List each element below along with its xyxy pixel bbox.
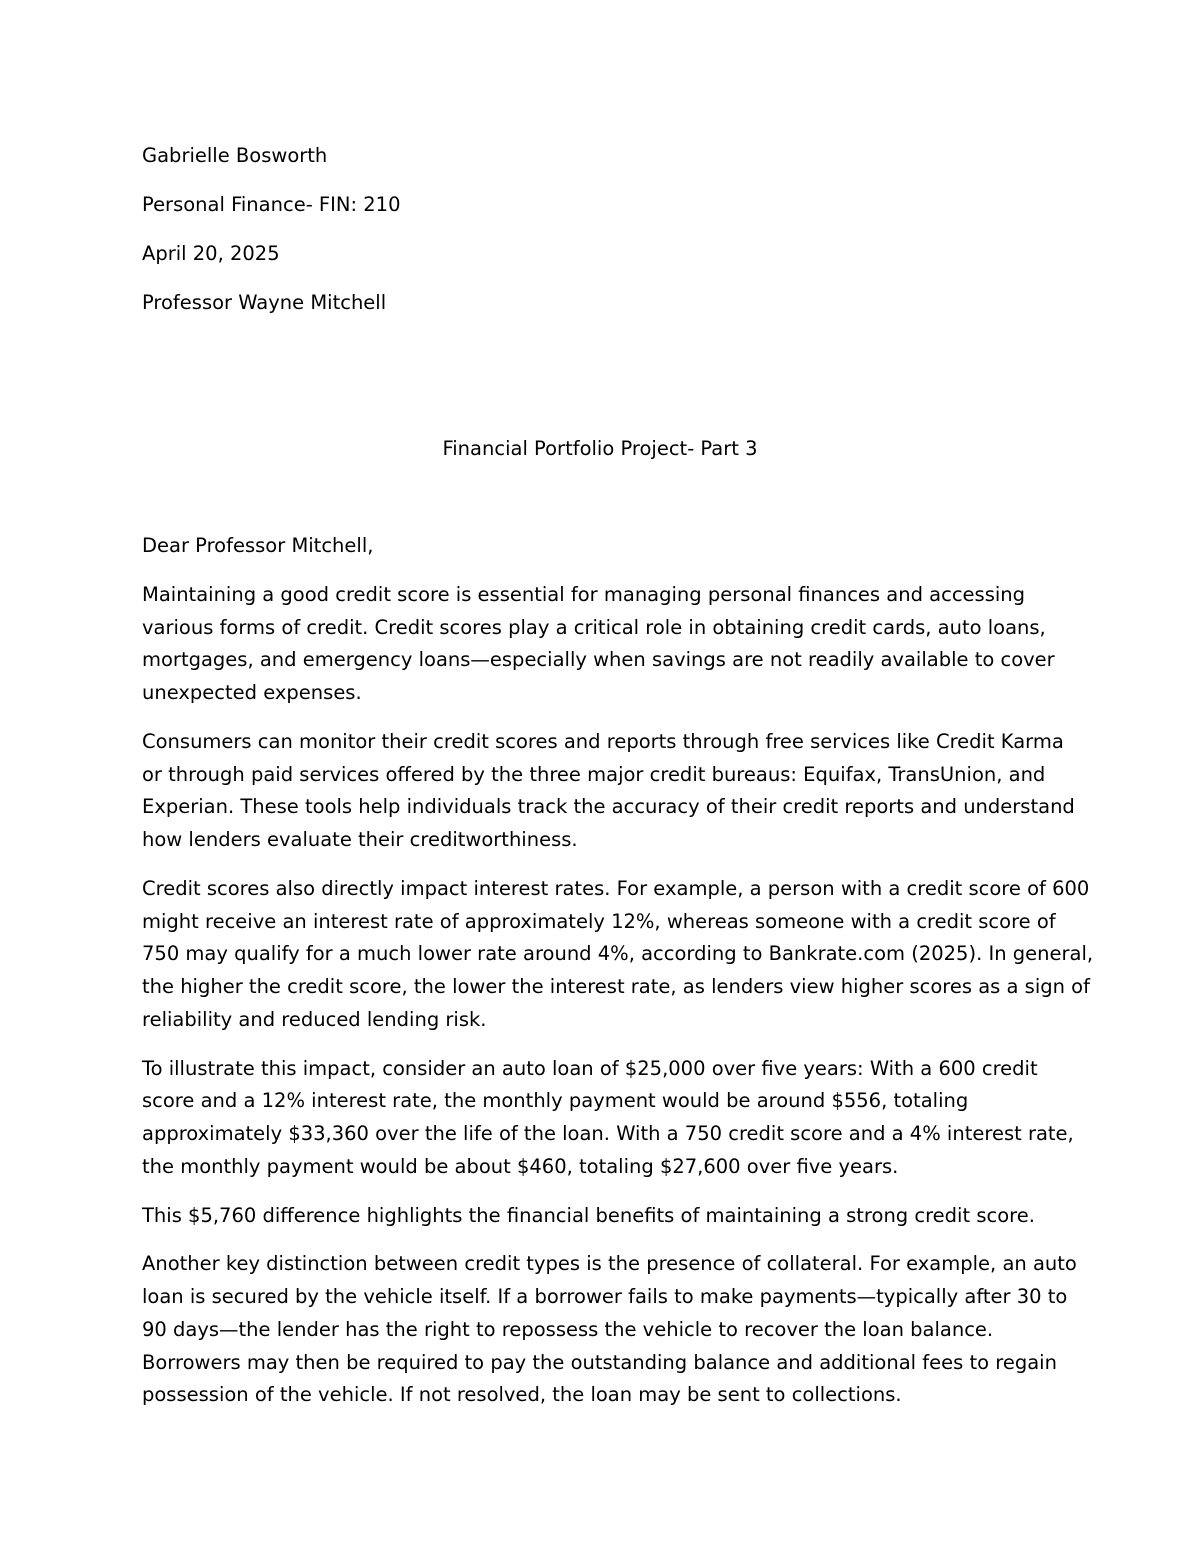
paragraph	[142, 1053, 1074, 1184]
author-name: Gabrielle Bosworth	[142, 144, 328, 167]
paragraph-line: might receive an interest rate of approximately 12%, whereas someone with a credit score of	[142, 909, 1056, 933]
paragraph-line: 750 may qualify for a much lower rate around 4%, according to Bankrate.com (2025). In general,	[142, 942, 1094, 966]
paragraph-line: This $5,760 difference highlights the financial benefits of maintaining a strong credit score.	[142, 1203, 1035, 1227]
paragraph-line: how lenders evaluate their creditworthiness.	[142, 828, 578, 851]
document-title: Financial Portfolio Project- Part 3	[442, 437, 758, 460]
course-name: Personal Finance- FIN: 210	[142, 192, 401, 216]
paragraph-line: To illustrate this impact, consider an auto loan of $25,000 over five years: With a 600 credit	[142, 1056, 1038, 1080]
paragraph-line: Experian. These tools help individuals track the accuracy of their credit reports and understand	[142, 795, 1075, 819]
paragraph-line: or through paid services offered by the three major credit bureaus: Equifax, TransUnion, and	[142, 762, 1046, 786]
document-date: April 20, 2025	[142, 241, 280, 265]
paragraph-line: various forms of credit. Credit scores play a critical role in obtaining credit cards, auto loans,	[142, 615, 1046, 639]
paragraph-line: Maintaining a good credit score is essential for managing personal finances and accessing	[142, 582, 1026, 606]
paragraph-line: the monthly payment would be about $460, totaling $27,600 over five years.	[142, 1154, 899, 1178]
paragraph-line: Borrowers may then be required to pay the outstanding balance and additional fees to regain	[142, 1350, 1057, 1374]
paragraph-line: the higher the credit score, the lower the interest rate, as lenders view higher scores as a sign of	[142, 975, 1090, 998]
letter-body	[142, 530, 1094, 1428]
paragraph-line: 90 days—the lender has the right to repossess the vehicle to recover the loan balance.	[142, 1317, 994, 1341]
paragraph	[142, 873, 1094, 1037]
paragraph-line: mortgages, and emergency loans—especially when savings are not readily available to cover	[142, 648, 1055, 672]
paragraph-line: Another key distinction between credit types is the presence of collateral. For example, an auto	[142, 1252, 1077, 1276]
paragraph	[142, 726, 1075, 857]
paragraph-line: reliability and reduced lending risk.	[142, 1007, 487, 1031]
paragraph-line: score and a 12% interest rate, the monthly payment would be around $556, totaling	[142, 1089, 969, 1113]
paragraph-line: unexpected expenses.	[142, 681, 362, 704]
paragraph-line: approximately $33,360 over the life of the loan. With a 750 credit score and a 4% interest rate,	[142, 1122, 1074, 1145]
paragraph	[142, 579, 1067, 710]
paragraph-line: loan is secured by the vehicle itself. If a borrower fails to make payments—typically after 30 to	[142, 1285, 1068, 1309]
salutation: Dear Professor Mitchell,	[142, 534, 374, 557]
professor-name: Professor Wayne Mitchell	[142, 290, 387, 314]
paragraph	[142, 1248, 1077, 1412]
header-block	[142, 140, 1062, 336]
paragraph-line: Consumers can monitor their credit scores and reports through free services like Credit Karma	[142, 729, 1064, 753]
paragraph-line: possession of the vehicle. If not resolved, the loan may be sent to collections.	[142, 1383, 902, 1407]
paragraph	[142, 1200, 1067, 1233]
paragraph-line: Credit scores also directly impact interest rates. For example, a person with a credit score of 600	[142, 876, 1090, 900]
